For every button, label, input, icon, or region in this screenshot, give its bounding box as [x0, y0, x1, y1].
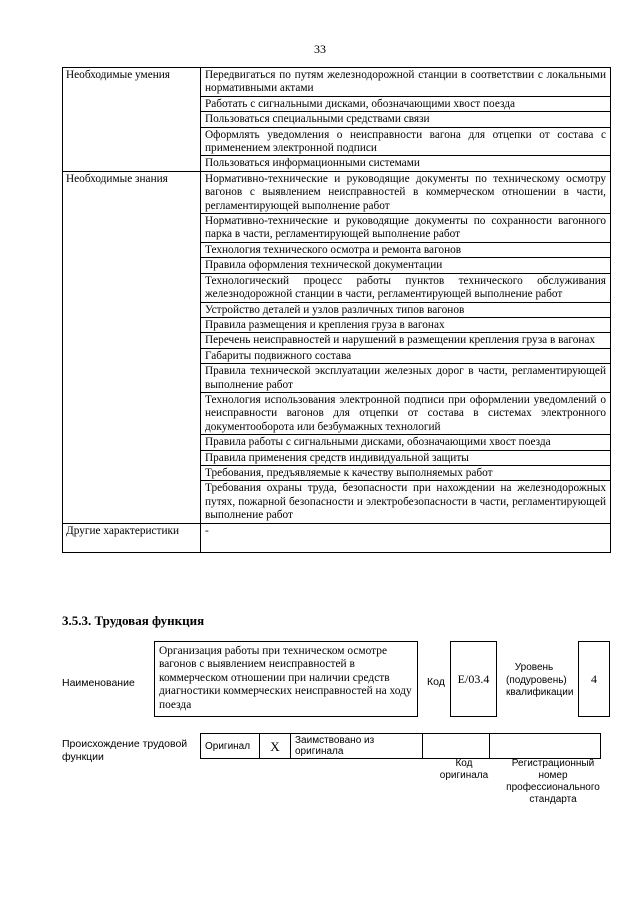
code-original-caption: Код оригинала	[439, 758, 489, 781]
origin-label: Происхождение трудовой функции	[62, 738, 188, 763]
knowledge-item: Правила оформления технической документации	[201, 258, 611, 273]
section-heading: 3.5.3. Трудовая функция	[62, 613, 205, 628]
knowledge-row	[63, 171, 611, 213]
reg-number-cell	[490, 734, 601, 759]
knowledge-item: Перечень неисправностей и нарушений в размещении крепления груза в вагонах	[201, 333, 611, 348]
code-label: Код	[427, 676, 445, 688]
knowledge-item: Устройство деталей и узлов различных типов вагонов	[201, 302, 611, 317]
knowledge-item: Правила работы с сигнальными дисками, обозначающими хвост поезда	[201, 435, 611, 450]
knowledge-label: Необходимые знания	[63, 171, 201, 523]
code-original-cell	[423, 734, 490, 759]
knowledge-item: Технология использования электронной подписи при оформлении уведомлений о неисправности вагонов для отцепки от состава в системах электронного документооборота или безбумажных технологий	[201, 392, 611, 434]
code-box: E/03.4	[450, 641, 497, 717]
function-name-box: Организация работы при техническом осмотре вагонов с выявлением неисправностей в коммерческом отношении при наличии средств диагностики коммерческих неисправностей на ходу поезда	[154, 641, 418, 717]
skills-item: Пользоваться информационными системами	[201, 156, 611, 171]
reg-number-caption: Регистрационный номер профессионального стандарта	[506, 758, 600, 805]
origin-table	[200, 733, 601, 759]
other-value: -	[201, 523, 611, 552]
knowledge-item: Требования, предъявляемые к качеству выполняемых работ	[201, 465, 611, 480]
skills-item: Оформлять уведомления о неисправности вагона для отцепки от состава с применением электронной подписи	[201, 127, 611, 156]
level-box: 4	[578, 641, 610, 717]
skills-item: Работать с сигнальными дисками, обозначающими хвост поезда	[201, 96, 611, 111]
knowledge-item: Правила применения средств индивидуальной защиты	[201, 450, 611, 465]
original-label: Оригинал	[201, 734, 260, 759]
original-mark: X	[260, 734, 291, 759]
skills-label: Необходимые умения	[63, 68, 201, 172]
knowledge-item: Требования охраны труда, безопасности при нахождении на железнодорожных путях, пожарной безопасности и электробезопасности в части, регламентирующей выполнение работ	[201, 481, 611, 523]
knowledge-item: Габариты подвижного состава	[201, 348, 611, 363]
knowledge-item: Нормативно-технические и руководящие документы по сохранности вагонного парка в части, регламентирующей выполнение работ	[201, 214, 611, 243]
borrowed-label: Заимствовано из оригинала	[291, 734, 423, 759]
other-row	[63, 523, 611, 552]
knowledge-item: Правила размещения и крепления груза в вагонах	[201, 317, 611, 332]
knowledge-item: Нормативно-технические и руководящие документы по техническому осмотру вагонов с выявлением неисправностей в коммерческом отношении в части, регламентирующей выполнение работ	[201, 171, 611, 213]
requirements-table	[62, 67, 611, 553]
knowledge-item: Технологический процесс работы пунктов технического обслуживания железнодорожной станции в части, регламентирующей выполнение работ	[201, 273, 611, 302]
knowledge-item: Технология технического осмотра и ремонта вагонов	[201, 242, 611, 257]
name-label: Наименование	[62, 677, 135, 689]
page-number: 33	[314, 42, 326, 56]
skills-item: Пользоваться специальными средствами связи	[201, 112, 611, 127]
skills-item: Передвигаться по путям железнодорожной станции в соответствии с локальными нормативными актами	[201, 68, 611, 97]
skills-row	[63, 68, 611, 97]
level-label: Уровень (подуровень) квалификации	[506, 662, 574, 698]
other-label: Другие характеристики	[63, 523, 201, 552]
knowledge-item: Правила технической эксплуатации железных дорог в части, регламентирующей выполнение работ	[201, 364, 611, 393]
